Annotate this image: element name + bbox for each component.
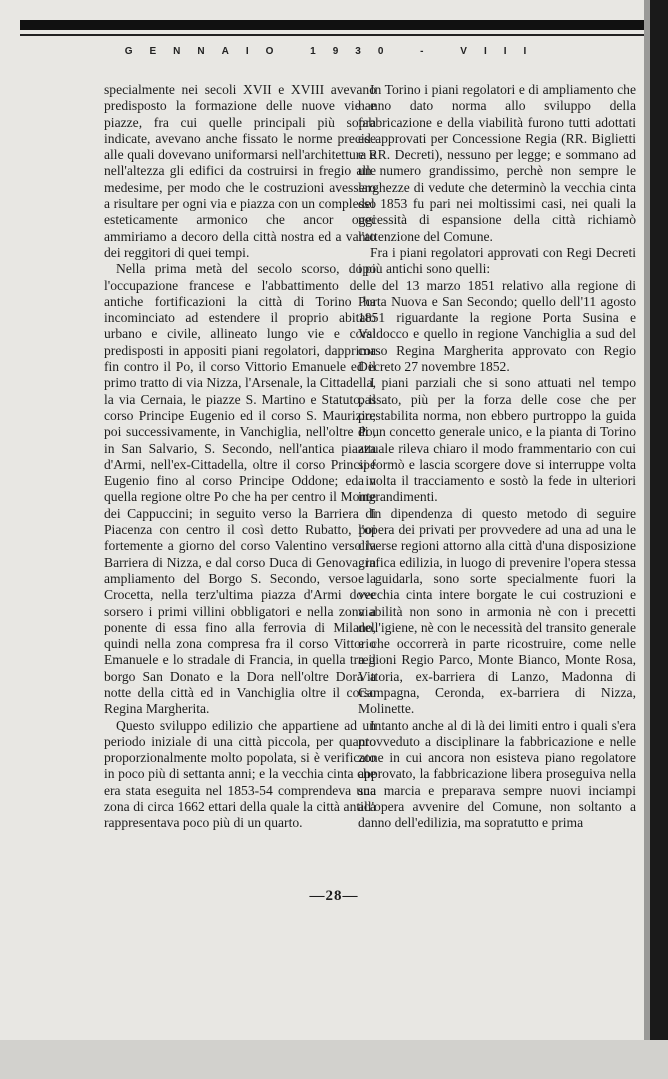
right-column — [358, 82, 636, 832]
paragraph: Questo sviluppo edilizio che appartiene ad un periodo iniziale di una città piccola, per quanto proporzionalmente molto popolata, si è verificato in poco più di settanta anni; e la vecchia cinta che era stata eseguita nel 1853-54 comprendeva una zona di circa 1662 ettari della quale la città antica rappresentava poco più di un quarto. — [104, 717, 376, 831]
running-head: GENNAIO 1930 - VIII — [124, 46, 544, 57]
paragraph: In dipendenza di questo metodo di seguire l'opera dei privati per provvedere ad una ad una le diverse regioni attorno alla città d'una disposizione grafica edilizia, in luogo di prevenire l'opera stessa e guidarla, sono sorte specialmente fuori la vecchia cinta intere borgate le cui costruzioni e viabilità non sono in armonia nè con i precetti dell'igiene, nè con le necessità del transito generale e che occorrerà in parte ricostruire, come nelle regioni Regio Parco, Monte Bianco, Monte Rosa, Vittoria, ex-barriera di Lanzo, Madonna di Campagna, Ceronda, ex-barriera di Nizza, Molinette. — [358, 505, 636, 717]
bottom-margin — [0, 1040, 668, 1079]
paragraph: specialmente nei secoli XVII e XVIII avevano predisposto la formazione delle nuove vie e piazze, fra cui quelle principali più sopra indicate, avevano anche fissato le norme precise alle quali dovevano uniformarsi nell'architettura e nell'altezza gli edifici da costruirsi in fregio alle medesime, per modo che le costruzioni avessero a risultare per ogni via e piazza con un complesso esteticamente armonico che ancor oggi ammiriamo a decoro della città nostra ed a vanto dei reggitori di quei tempi. — [104, 82, 376, 260]
paragraph: Nella prima metà del secolo scorso, dopo l'occupazione francese e l'abbattimento delle antiche fortificazioni la città di Torino ha incominciato ad estendere il proprio abitato urbano e civile, allineato lungo vie e corsi predisposti in appositi piani regolatori, dapprima fin contro il Po, il corso Vittorio Emanuele ed il primo tratto di via Nizza, l'Arsenale, la Cittadella, la via Cernaia, le piazze S. Martino e Statuto, il corso Principe Eugenio ed il corso S. Maurizio; poi successivamente, in Vanchiglia, nell'oltre Po, in San Salvario, S. Secondo, nell'antica piazza d'Armi, nell'ex-Cittadella, oltre il corso Principe Eugenio fino al corso Principe Oddone; ed in quella regione oltre Po che ha per centro il Monte dei Cappuccini; in seguito verso la Barriera di Piacenza con centro il così detto Rubatto, poi fortemente a giorno del corso Valentino verso la Barriera di Nizza, e dal corso Duca di Genova, in ampliamento del Borgo S. Secondo, verso la Crocetta, nella terz'ultima piazza d'Armi dove sorsero i primi villini obbligatori e nella zona a ponente di essa fino alla ferrovia di Milano, quindi nella zona compresa fra il corso Vittorio Emanuele e lo stradale di Francia, in quella tra il borgo San Donato e la Dora nell'oltre Dora a notte della città ed in Vanchiglia oltre il corso Regina Margherita. — [104, 261, 376, 717]
paragraph: del 13 marzo 1851 relativo alla regione di Porta Nuova e San Secondo; quello dell'11 agosto 1851 riguardante la regione Porta Susina e Valdocco e quello in regione Vanchiglia a sud del corso Regina Margherita approvato con Regio Decreto 27 novembre 1852. — [358, 277, 636, 375]
paragraph: In Torino i piani regolatori e di ampliamento che hanno dato norma allo sviluppo della fabbricazione e della viabilità furono tutti adottati ed approvati per Concessione Regia (RR. Biglietti e RR. Decreti), nessuno per legge; e sommano ad un numero grandissimo, perchè non sempre le larghezze di vedute che determinò la vecchia cinta del 1853 fu pari nei moltissimi casi, nei quali la necessità di espansione della città richiamò l'attenzione del Comune. — [358, 82, 636, 244]
paragraph: I piani parziali che si sono attuati nel tempo passato, più per la forza delle cose che per prestabilita norma, non ebbero purtroppo la guida di un concetto generale unico, e la pianta di Torino attuale rileva chiaro il modo frammentario con cui si formò e lascia scorgere dove si interruppe volta a volta il tracciamento e sostò la fede in ulteriori ingrandimenti. — [358, 375, 636, 505]
paragraph: Fra i piani regolatori approvati con Regi Decreti i più antichi sono quelli: — [358, 244, 636, 277]
page-edge — [650, 0, 668, 1079]
top-rule — [20, 20, 650, 30]
paragraph: Intanto anche al di là dei limiti entro i quali s'era provveduto a disciplinare la fabbricazione e nelle zone in cui ancora non esisteva piano regolatore approvato, la fabbricazione libera proseguiva nella sua marcia e preparava sempre nuovi inciampi all'opera avvenire del Comune, non soltanto a danno dell'edilizia, ma sopratutto e prima — [358, 717, 636, 831]
page-number: —28— — [309, 888, 359, 904]
left-column — [104, 82, 376, 832]
top-rule-thin — [20, 34, 650, 36]
